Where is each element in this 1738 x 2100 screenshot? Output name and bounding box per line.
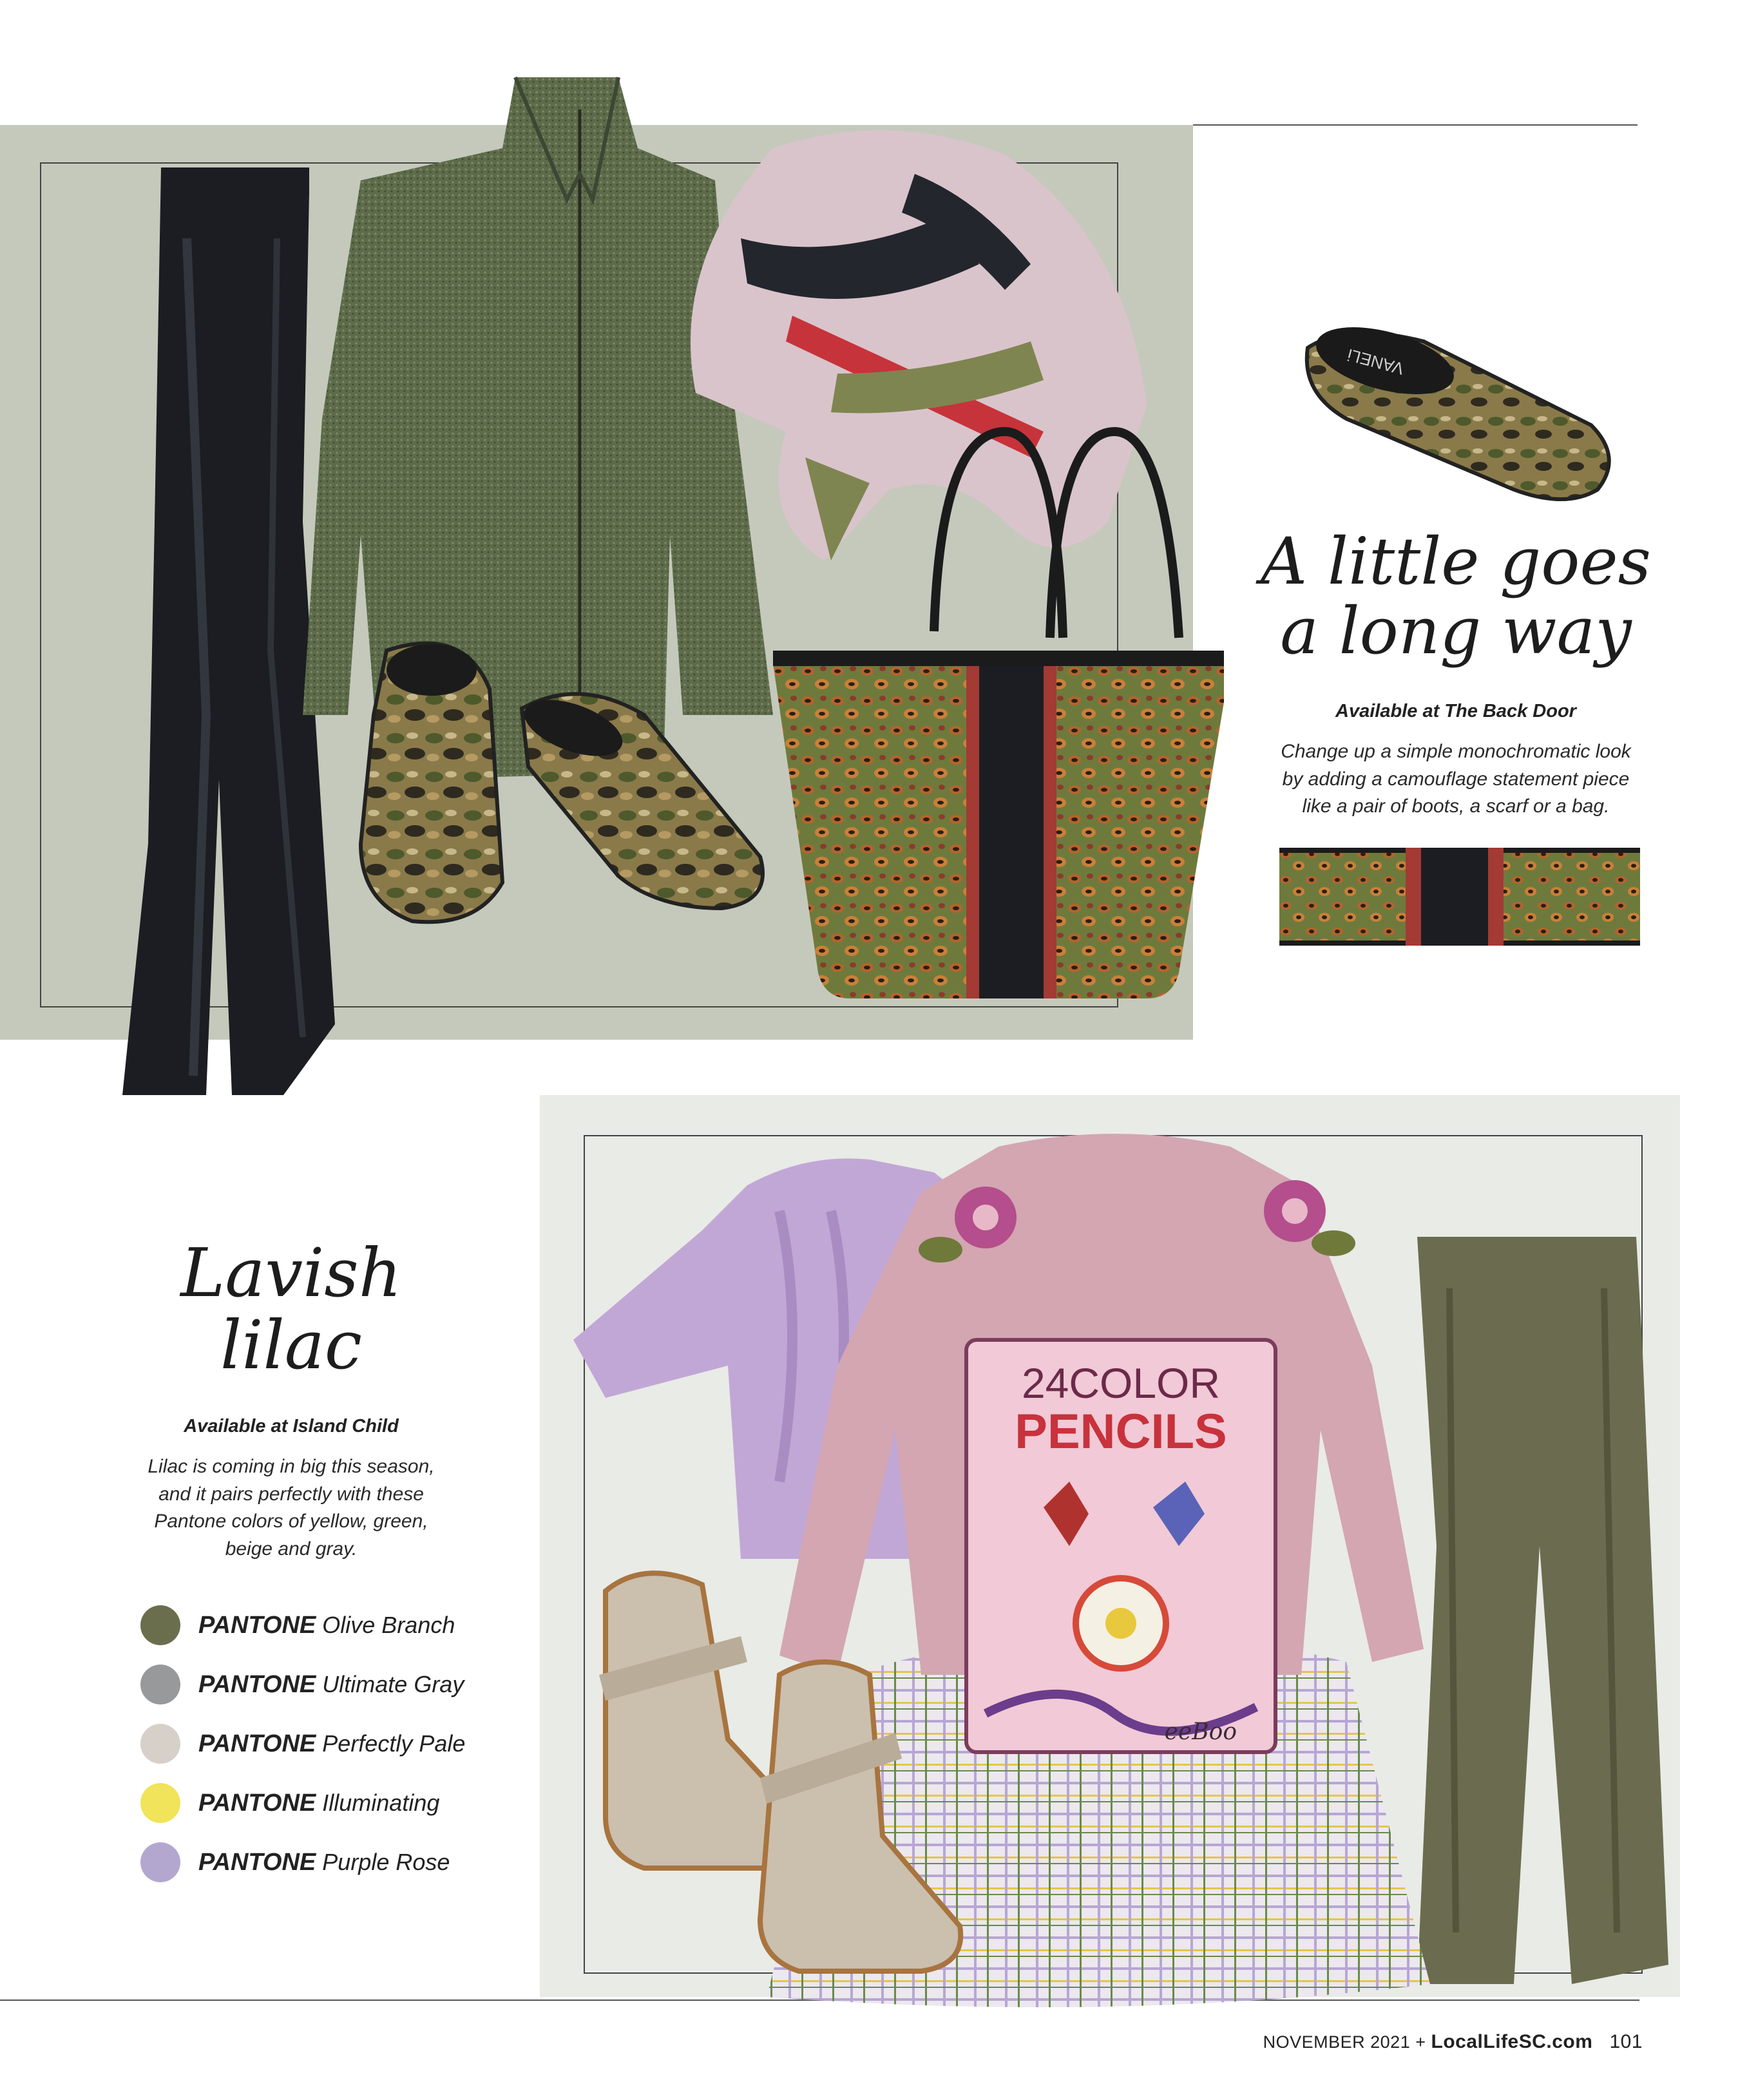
page-number: 101 bbox=[1609, 2031, 1643, 2052]
swatch-name: Illuminating bbox=[322, 1790, 440, 1816]
footer-issue: NOVEMBER 2021 bbox=[1263, 2032, 1411, 2052]
swatch-brand: PANTONE bbox=[198, 1611, 316, 1639]
olive-velvet-pants bbox=[1417, 1237, 1668, 1984]
swatch-name: Ultimate Gray bbox=[322, 1671, 464, 1697]
top-body-line2: by adding a camouflage statement piece bbox=[1282, 768, 1630, 790]
bottom-headline bbox=[98, 1234, 484, 1385]
tweed-jacket bbox=[303, 77, 773, 779]
pencil-tin-line1: 24COLOR bbox=[1021, 1359, 1221, 1407]
top-body-line3: like a pair of boots, a scarf or a bag. bbox=[1302, 796, 1610, 817]
top-body-line1: Change up a simple monochromatic look bbox=[1281, 741, 1631, 762]
swatch-brand: PANTONE bbox=[198, 1848, 316, 1876]
bottom-body-line1: Lilac is coming in big this season, bbox=[148, 1456, 435, 1477]
top-headline-line1: A little goes bbox=[1260, 524, 1651, 599]
fabric-swatch-strip bbox=[1279, 848, 1640, 946]
bottom-headline-line1: Lavish bbox=[180, 1234, 402, 1312]
page-footer bbox=[1263, 2031, 1643, 2053]
bottom-availability: Available at Island Child bbox=[184, 1416, 399, 1437]
swatch-olive-branch bbox=[140, 1605, 455, 1645]
leather-pants bbox=[122, 167, 335, 1095]
swatch-name: Olive Branch bbox=[322, 1612, 455, 1638]
camo-boot-single bbox=[1295, 316, 1623, 509]
footer-separator: + bbox=[1415, 2032, 1426, 2052]
camo-scarf bbox=[691, 130, 1147, 560]
swatch-color-dot bbox=[140, 1605, 180, 1645]
top-collage-products bbox=[0, 71, 1224, 1102]
pencil-tin-line2: PENCILS bbox=[1015, 1404, 1227, 1459]
footer-site-link[interactable]: LocalLifeSC.com bbox=[1431, 2031, 1593, 2052]
swatch-color-dot bbox=[140, 1724, 180, 1764]
swatch-ultimate-gray bbox=[140, 1665, 464, 1704]
swatch-color-dot bbox=[140, 1842, 180, 1882]
swatch-name: Purple Rose bbox=[322, 1849, 450, 1875]
swatch-color-dot bbox=[140, 1783, 180, 1823]
top-headline-line2: a long way bbox=[1280, 593, 1632, 669]
swatch-brand: PANTONE bbox=[198, 1670, 316, 1698]
bottom-collage-products bbox=[535, 1095, 1694, 2100]
swatch-illuminating bbox=[140, 1783, 439, 1823]
pencil-tin bbox=[966, 1340, 1275, 1752]
bottom-body-text bbox=[98, 1453, 484, 1563]
pencil-tin-brand: eeBoo bbox=[1164, 1719, 1237, 1745]
top-headline bbox=[1211, 524, 1701, 669]
bottom-body-line2: and it pairs perfectly with these bbox=[158, 1483, 424, 1505]
swatch-brand: PANTONE bbox=[198, 1789, 316, 1817]
bottom-body-line3: Pantone colors of yellow, green, bbox=[154, 1511, 428, 1532]
top-rule bbox=[1193, 124, 1638, 126]
bottom-body-line4: beige and gray. bbox=[225, 1538, 358, 1560]
boot-brand-mark: VANELi bbox=[1345, 345, 1406, 379]
swatch-perfectly-pale bbox=[140, 1724, 465, 1764]
swatch-brand: PANTONE bbox=[198, 1730, 316, 1757]
top-availability: Available at The Back Door bbox=[1335, 701, 1576, 721]
swatch-name: Perfectly Pale bbox=[322, 1730, 466, 1757]
bottom-headline-line2: lilac bbox=[220, 1306, 363, 1385]
top-body-text bbox=[1211, 738, 1701, 821]
swatch-color-dot bbox=[140, 1665, 180, 1704]
swatch-purple-rose bbox=[140, 1842, 450, 1882]
